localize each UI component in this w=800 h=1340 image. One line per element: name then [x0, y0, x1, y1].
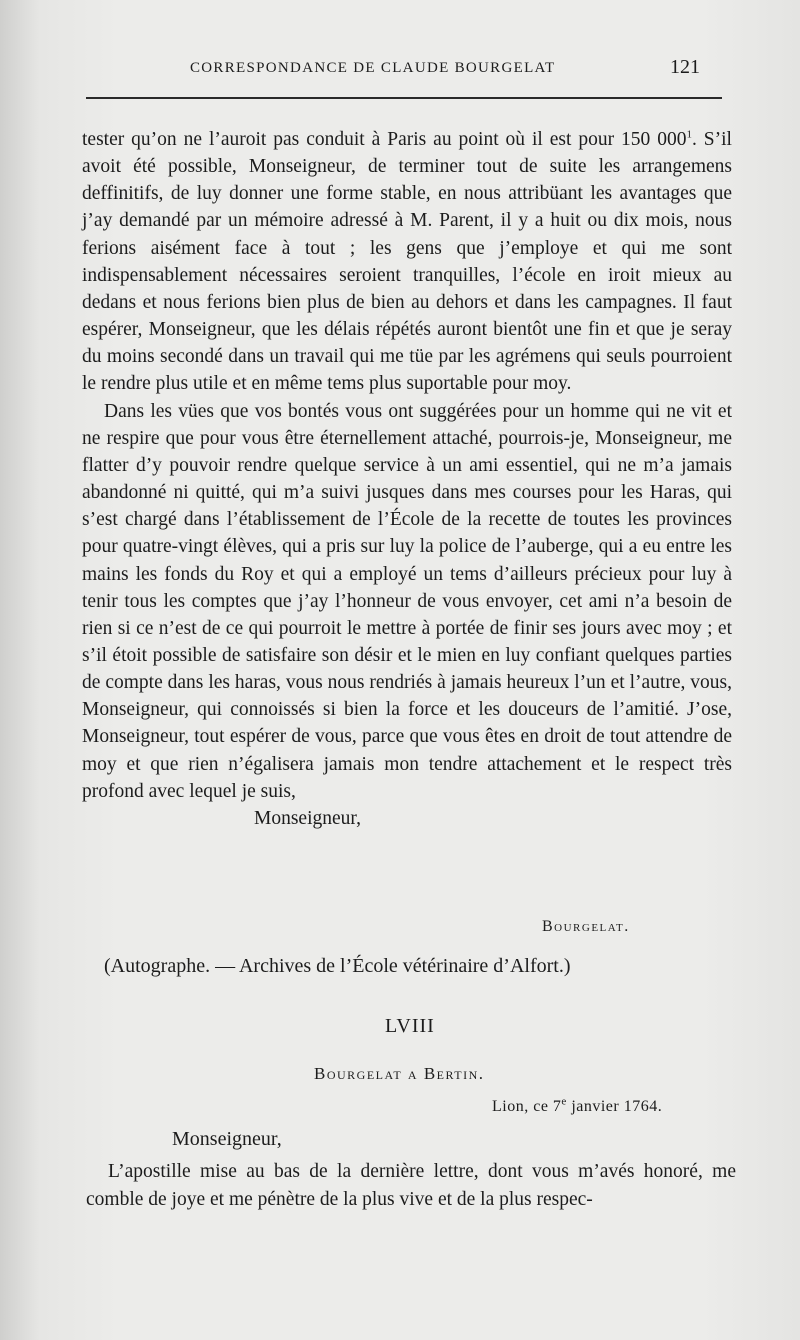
header-rule — [86, 97, 722, 99]
letter-number: LVIII — [385, 1015, 435, 1037]
paragraph-2: Dans les vües que vos bontés vous ont suggérées pour un homme qui ne vit et ne respire que pour vous être éternellement attaché, pourrois-je, Monseigneur, me flatter d’y pouvoir rendre quelque service à un ami essentiel, qui ne m’a jamais abandonné ni quitté, qui m’a suivi jusques dans mes courses pour les Haras, qui s’est chargé dans l’établissement de l’École de la recette de toutes les provinces pour quatre-vingt élèves, qui a pris sur luy la police de l’auberge, qui a eu entre les mains les fonds du Roy et qui a employé un tems d’ailleurs précieux pour luy à tenir tous les comptes que j’ay l’honneur de vous envoyer, cet ami n’a besoin de rien si ce n’est de ce qui pourroit le mettre à portée de finir ses jours avec moy ; et s’il étoit possible de satisfaire son désir et le mien en luy confiant quelques parties de compte dans les haras, vous nous rendriés à jamais heureux l’un et l’autre, vous, Monseigneur, qui connoissés si bien la force et les douceurs de l’amitié. J’ose, Monseigneur, tout espérer de vous, parce que vous êtes en droit de tout attendre de moy et que rien n’égalisera jamais mon tendre attachement et le respect très profond avec lequel je suis, — [82, 400, 732, 802]
dateline-sup: e — [561, 1095, 567, 1108]
page-number: 121 — [670, 56, 700, 78]
paragraph-1-text-b: . S’il avoit été possible, Monseigneur, de terminer tout de suite les arrangemens deffinitifs, de luy donner une forme stable, en nous attribüant les avantages que j’ay demandé par un mémoire adressé à M. Parent, il y a huit ou dix mois, nous ferions aisément face à tout ; les gens que j’employe et qui me sont indispensablement nécessaires seroient tranquilles, l’école en iroit mieux au dedans et nous ferions bien plus de bien au dehors et dans les campagnes. Il faut espérer, Monseigneur, que les délais répétés auront bientôt une fin et que je seray du moins secondé dans un travail qui me tüe par les agrémens qui seuls pourroient le rendre plus utile et en même tems plus suportable pour moy. — [82, 129, 732, 395]
closing-salutation: Monseigneur, — [254, 807, 361, 829]
dateline-text-a: Lion, ce 7 — [492, 1098, 562, 1115]
paragraph-1 — [82, 126, 732, 398]
letter-body — [82, 126, 732, 832]
running-title: CORRESPONDANCE DE CLAUDE BOURGELAT — [190, 60, 556, 76]
dateline — [492, 1095, 663, 1116]
opening-paragraph: L’apostille mise au bas de la dernière lettre, dont vous m’avés honoré, me comble de joye et me pénètre de la plus vive et de la plus respec- — [86, 1161, 736, 1210]
dateline-text-b: janvier 1764. — [566, 1098, 663, 1115]
letter-title: Bourgelat a Bertin. — [314, 1064, 485, 1083]
paragraph-1-text-a: tester qu’on ne l’auroit pas conduit à Paris au point où il est pour 150 000 — [82, 129, 687, 150]
footnote-marker: 1 — [686, 128, 692, 141]
next-letter-body — [86, 1158, 736, 1213]
opening-salutation: Monseigneur, — [172, 1128, 282, 1150]
signature: Bourgelat. — [542, 918, 630, 935]
source-note: (Autographe. — Archives de l’École vétérinaire d’Alfort.) — [104, 955, 571, 977]
